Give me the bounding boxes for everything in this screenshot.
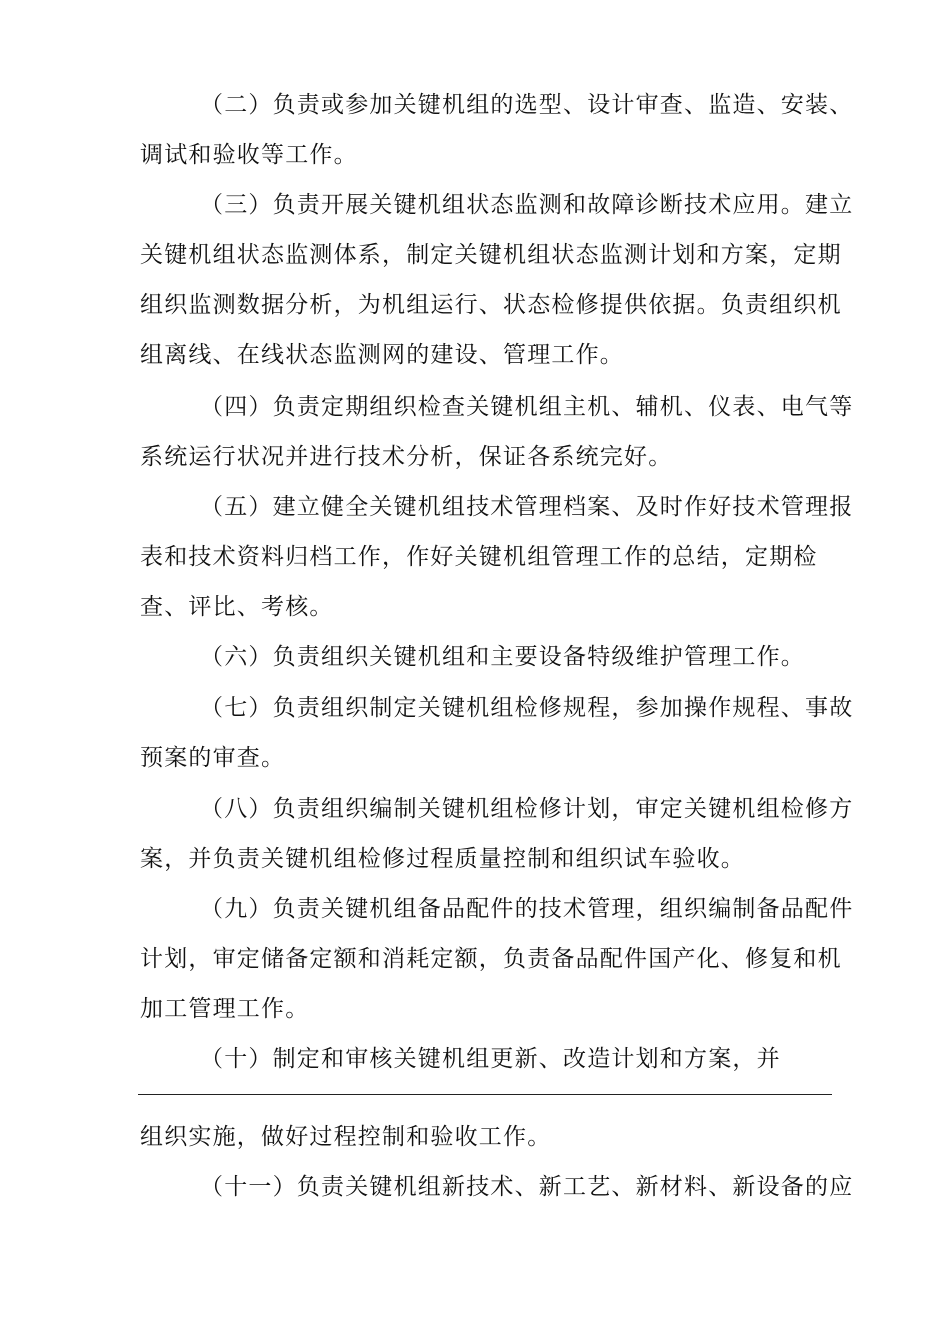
paragraph-3-line-2: 关键机组状态监测体系，制定关键机组状态监测计划和方案，定期 [140, 242, 842, 268]
paragraph-9-line-1: （九）负责关键机组备品配件的技术管理，组织编制备品配件 [200, 896, 854, 922]
paragraph-7-line-2: 预案的审查。 [140, 745, 286, 771]
paragraph-10-line-2: 组织实施，做好过程控制和验收工作。 [140, 1124, 552, 1150]
paragraph-9-line-3: 加工管理工作。 [140, 996, 310, 1022]
paragraph-6-line-1: （六）负责组织关键机组和主要设备特级维护管理工作。 [200, 644, 805, 670]
paragraph-3-line-3: 组织监测数据分析，为机组运行、状态检修提供依据。负责组织机 [140, 292, 842, 318]
paragraph-5-line-3: 查、评比、考核。 [140, 594, 334, 620]
paragraph-11-line-1: （十一）负责关键机组新技术、新工艺、新材料、新设备的应 [200, 1174, 854, 1200]
page-break-rule [138, 1094, 832, 1095]
paragraph-7-line-1: （七）负责组织制定关键机组检修规程，参加操作规程、事故 [200, 695, 854, 721]
paragraph-9-line-2: 计划，审定储备定额和消耗定额，负责备品配件国产化、修复和机 [140, 946, 842, 972]
paragraph-4-line-2: 系统运行状况并进行技术分析，保证各系统完好。 [140, 444, 673, 470]
paragraph-10-line-1: （十）制定和审核关键机组更新、改造计划和方案，并 [200, 1046, 781, 1072]
paragraph-8-line-1: （八）负责组织编制关键机组检修计划，审定关键机组检修方 [200, 796, 854, 822]
paragraph-5-line-1: （五）建立健全关键机组技术管理档案、及时作好技术管理报 [200, 494, 854, 520]
paragraph-4-line-1: （四）负责定期组织检查关键机组主机、辅机、仪表、电气等 [200, 394, 854, 420]
paragraph-2-line-2: 调试和验收等工作。 [140, 142, 358, 168]
paragraph-3-line-4: 组离线、在线状态监测网的建设、管理工作。 [140, 342, 624, 368]
paragraph-8-line-2: 案，并负责关键机组检修过程质量控制和组织试车验收。 [140, 846, 745, 872]
paragraph-3-line-1: （三）负责开展关键机组状态监测和故障诊断技术应用。建立 [200, 192, 854, 218]
paragraph-2-line-1: （二）负责或参加关键机组的选型、设计审查、监造、安装、 [200, 92, 854, 118]
paragraph-5-line-2: 表和技术资料归档工作，作好关键机组管理工作的总结，定期检 [140, 544, 818, 570]
